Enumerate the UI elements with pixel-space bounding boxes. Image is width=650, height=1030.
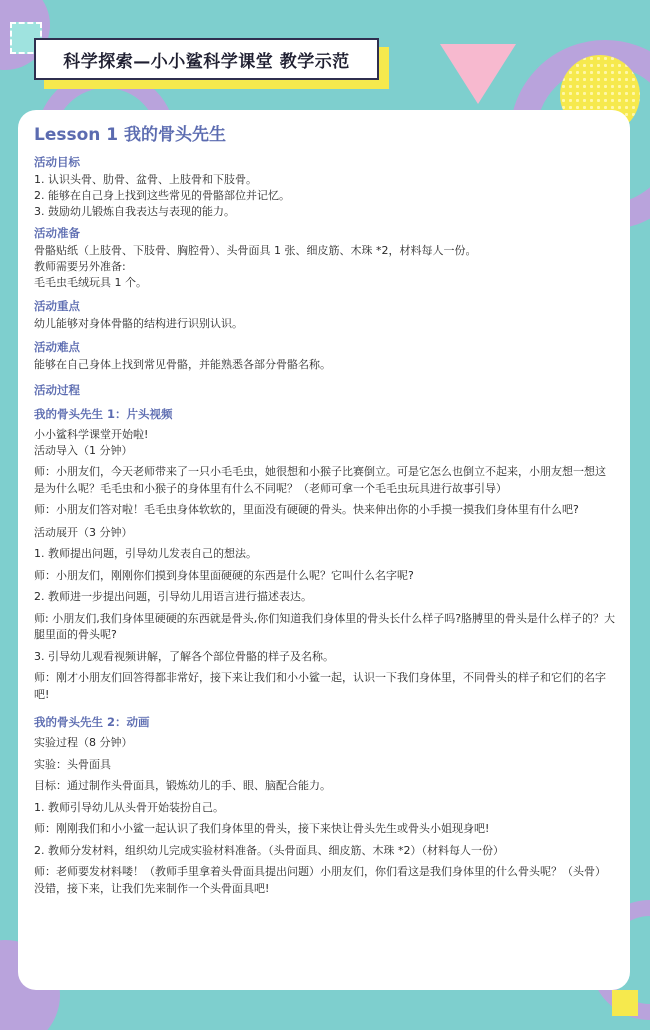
part1-paragraph: 2. 教师进一步提出问题，引导幼儿用语言进行描述表达。 xyxy=(34,590,312,603)
part2-paragraph: 师：刚刚我们和小小鲨一起认识了我们身体里的骨头，接下来快让骨头先生或骨头小姐现身吧! xyxy=(34,822,490,835)
part2-paragraph: 实验过程（8 分钟） xyxy=(34,736,133,749)
part1-line: 活动导入（1 分钟） xyxy=(34,444,133,457)
goal-item: 3. 鼓励幼儿锻炼自我表达与表现的能力。 xyxy=(34,205,235,218)
goals-heading: 活动目标 xyxy=(34,155,80,169)
decor-triangle xyxy=(440,44,516,104)
part1-paragraph: 师: 小朋友们,我们身体里硬硬的东西就是骨头,你们知道我们身体里的骨头长什么样子吗?胳膊里的骨头是什么样子的？大腿里面的骨头呢? xyxy=(34,611,616,641)
lesson-title: Lesson 1 我的骨头先生 xyxy=(34,125,227,145)
part2-paragraph: 2. 教师分发材料，组织幼儿完成实验材料准备。（头骨面具、细皮筋、木珠 *2）（材料每人一份） xyxy=(34,843,504,857)
part1-paragraph: 师：小朋友们答对啦！毛毛虫身体软软的，里面没有硬硬的骨头。快来伸出你的小手摸一摸我们身体里有什么吧? xyxy=(34,503,579,516)
part2-paragraph: 目标：通过制作头骨面具，锻炼幼儿的手、眼、脑配合能力。 xyxy=(34,779,331,792)
decor-square xyxy=(612,990,638,1016)
part1-paragraph: 师：小朋友们，刚刚你们摸到身体里面硬硬的东西是什么呢？它叫什么名字呢? xyxy=(34,568,414,582)
prep-line: 教师需要另外准备: xyxy=(34,260,126,273)
prep-heading: 活动准备 xyxy=(34,226,80,240)
page-title: 科学探索—小小鲨科学课堂 教学示范 xyxy=(34,38,379,80)
part1-heading: 我的骨头先生 1：片头视频 xyxy=(34,407,173,421)
prep-line: 骨骼贴纸（上肢骨、下肢骨、胸腔骨）、头骨面具 1 张、细皮筋、木珠 *2，材料每人一份。 xyxy=(34,244,477,257)
difficulty-text: 能够在自己身体上找到常见骨骼，并能熟悉各部分骨骼名称。 xyxy=(34,358,331,371)
part1-paragraph: 3. 引导幼儿观看视频讲解，了解各个部位骨骼的样子及名称。 xyxy=(34,649,334,663)
key-heading: 活动重点 xyxy=(34,299,80,313)
part1-paragraph: 师：刚才小朋友们回答得都非常好，接下来让我们和小小鲨一起，认识一下我们身体里，不同骨头的样子和它们的名字吧! xyxy=(34,671,606,701)
goal-item: 2. 能够在自己身上找到这些常见的骨骼部位并记忆。 xyxy=(34,189,290,202)
process-heading: 活动过程 xyxy=(34,383,80,397)
part1-paragraph: 活动展开（3 分钟） xyxy=(34,525,133,539)
content-card xyxy=(18,110,630,990)
part2-heading: 我的骨头先生 2：动画 xyxy=(34,715,150,729)
part1-paragraph: 1. 教师提出问题，引导幼儿发表自己的想法。 xyxy=(34,547,257,560)
part1-paragraph: 师：小朋友们，今天老师带来了一只小毛毛虫，她很想和小猴子比赛倒立。可是它怎么也倒立不起来，小朋友想一想这是为什么呢？毛毛虫和小猴子的身体里有什么不同呢？（老师可拿一个毛毛虫玩具进行故事引导） xyxy=(34,465,606,495)
key-text: 幼儿能够对身体骨骼的结构进行识别认识。 xyxy=(34,317,243,330)
prep-line: 毛毛虫毛绒玩具 1 个。 xyxy=(34,276,147,289)
goal-item: 1. 认识头骨、肋骨、盆骨、上肢骨和下肢骨。 xyxy=(34,173,257,186)
part2-paragraph: 实验：头骨面具 xyxy=(34,757,111,771)
part1-line: 小小鲨科学课堂开始啦! xyxy=(34,428,149,441)
difficulty-heading: 活动难点 xyxy=(34,340,80,354)
part2-paragraph: 师：老师要发材料喽！（教师手里拿着头骨面具提出问题）小朋友们，你们看这是我们身体里的什么骨头呢？（头骨）没错，接下来，让我们先来制作一个头骨面具吧! xyxy=(34,865,606,895)
part2-paragraph: 1. 教师引导幼儿从头骨开始装扮自己。 xyxy=(34,800,224,814)
